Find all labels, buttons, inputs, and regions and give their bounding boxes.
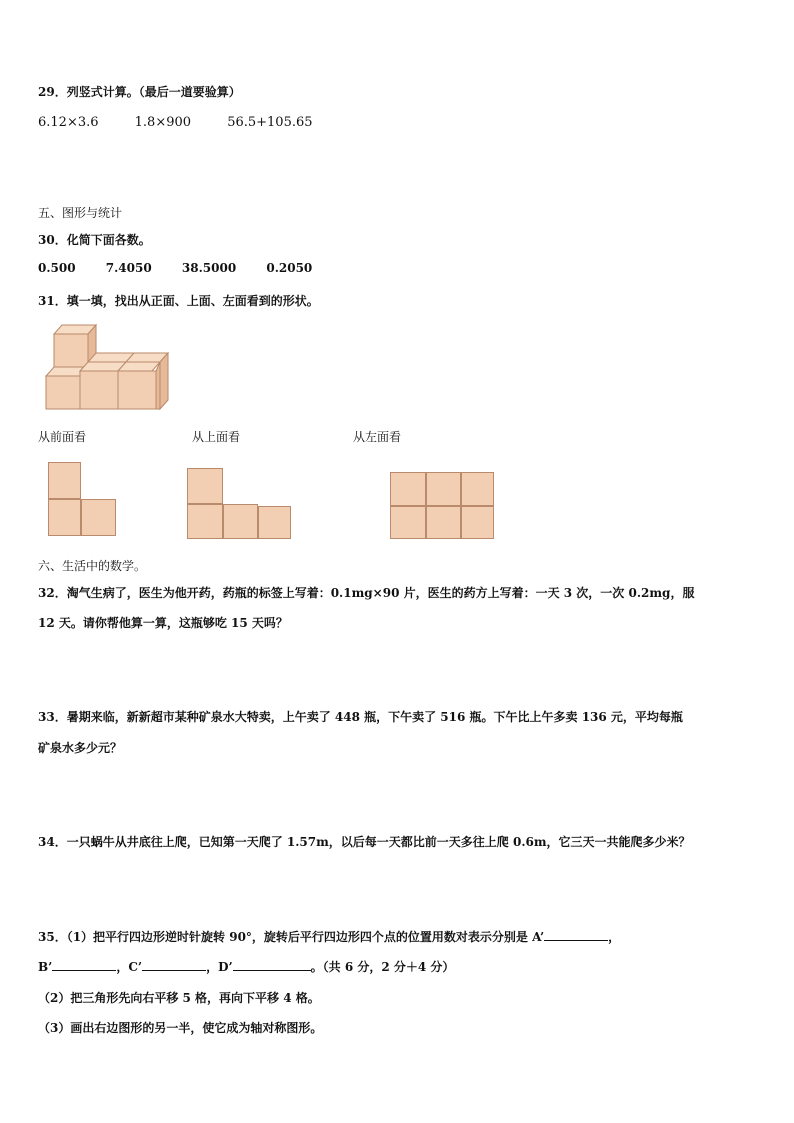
left-view-square — [426, 506, 461, 539]
left-view-square — [461, 506, 494, 539]
q30-title: 30．化简下面各数。 — [38, 233, 151, 247]
answer-blank-c[interactable] — [142, 959, 206, 971]
left-view-square — [390, 472, 426, 506]
q34-line-1: 34．一只蜗牛从井底往上爬，已知第一天爬了 1.57m，以后每一天都比前一天多往上爬 0.6m，它三天一共能爬多少米？ — [38, 835, 691, 849]
front-view-label: 从前面看 — [38, 430, 87, 444]
left-view-square — [461, 472, 494, 506]
answer-blank-a[interactable] — [544, 929, 608, 941]
q32-line-1: 32．淘气生病了，医生为他开药，药瓶的标签上写着：0.1mg×90 片，医生的药方上写着：一天 3 次，一次 0.2mg，服 — [38, 586, 695, 600]
q35-b-label: B’ — [38, 960, 53, 974]
q35-score: 。（共 6 分，2 分＋4 分） — [310, 960, 455, 974]
section5-heading: 五、图形与统计 — [38, 206, 123, 220]
q33-line-1: 33．暑期来临，新新超市某种矿泉水大特卖，上午卖了 448 瓶，下午卖了 516 瓶。下午比上午多卖 136 元，平均每瓶 — [38, 710, 683, 724]
q35-c-label: ，C’ — [116, 960, 143, 974]
q35-text-1: 35．（1）把平行四边形逆时针旋转 90°，旋转后平行四边形四个点的位置用数对表示分别是 A’ — [38, 930, 545, 944]
q30-number-2: 7.4050 — [105, 261, 152, 275]
q30-number-4: 0.2050 — [266, 261, 313, 275]
top-view-square — [223, 504, 258, 539]
front-view-square — [48, 499, 81, 536]
top-view-label: 从上面看 — [192, 430, 241, 444]
q30-number-1: 0.500 — [38, 261, 76, 275]
q35-d-label: ，D’ — [206, 960, 233, 974]
q29-expressions — [38, 115, 345, 130]
q31-title: 31．填一填，找出从正面、上面、左面看到的形状。 — [38, 294, 319, 308]
front-view-square — [48, 462, 81, 499]
answer-blank-d[interactable] — [233, 959, 311, 971]
q35-line-2 — [38, 958, 454, 975]
answer-blank-b[interactable] — [52, 959, 116, 971]
q29-title: 29．列竖式计算。（最后一道要验算） — [38, 85, 241, 99]
q29-expr-3: 56.5+105.65 — [227, 115, 313, 130]
q35-comma: ， — [608, 930, 621, 944]
q35-line-1 — [38, 928, 620, 945]
front-view-square — [81, 499, 116, 536]
cube-stack-figure — [40, 320, 180, 415]
q33-line-2: 矿泉水多少元？ — [38, 741, 123, 755]
q30-numbers — [38, 261, 338, 275]
q30-number-3: 38.5000 — [181, 261, 237, 275]
left-view-square — [426, 472, 461, 506]
left-view-label: 从左面看 — [353, 430, 402, 444]
q35-line-3: （2）把三角形先向右平移 5 格，再向下平移 4 格。 — [38, 991, 320, 1005]
q29-expr-2: 1.8×900 — [134, 115, 192, 130]
q35-line-4: （3）画出右边图形的另一半，使它成为轴对称图形。 — [38, 1021, 323, 1035]
top-view-square — [258, 506, 291, 539]
top-view-square — [187, 504, 223, 539]
section6-heading: 六、生活中的数学。 — [38, 559, 147, 573]
q32-line-2: 12 天。请你帮他算一算，这瓶够吃 15 天吗？ — [38, 616, 288, 630]
left-view-square — [390, 506, 426, 539]
top-view-square — [187, 468, 223, 504]
q29-expr-1: 6.12×3.6 — [38, 115, 99, 130]
